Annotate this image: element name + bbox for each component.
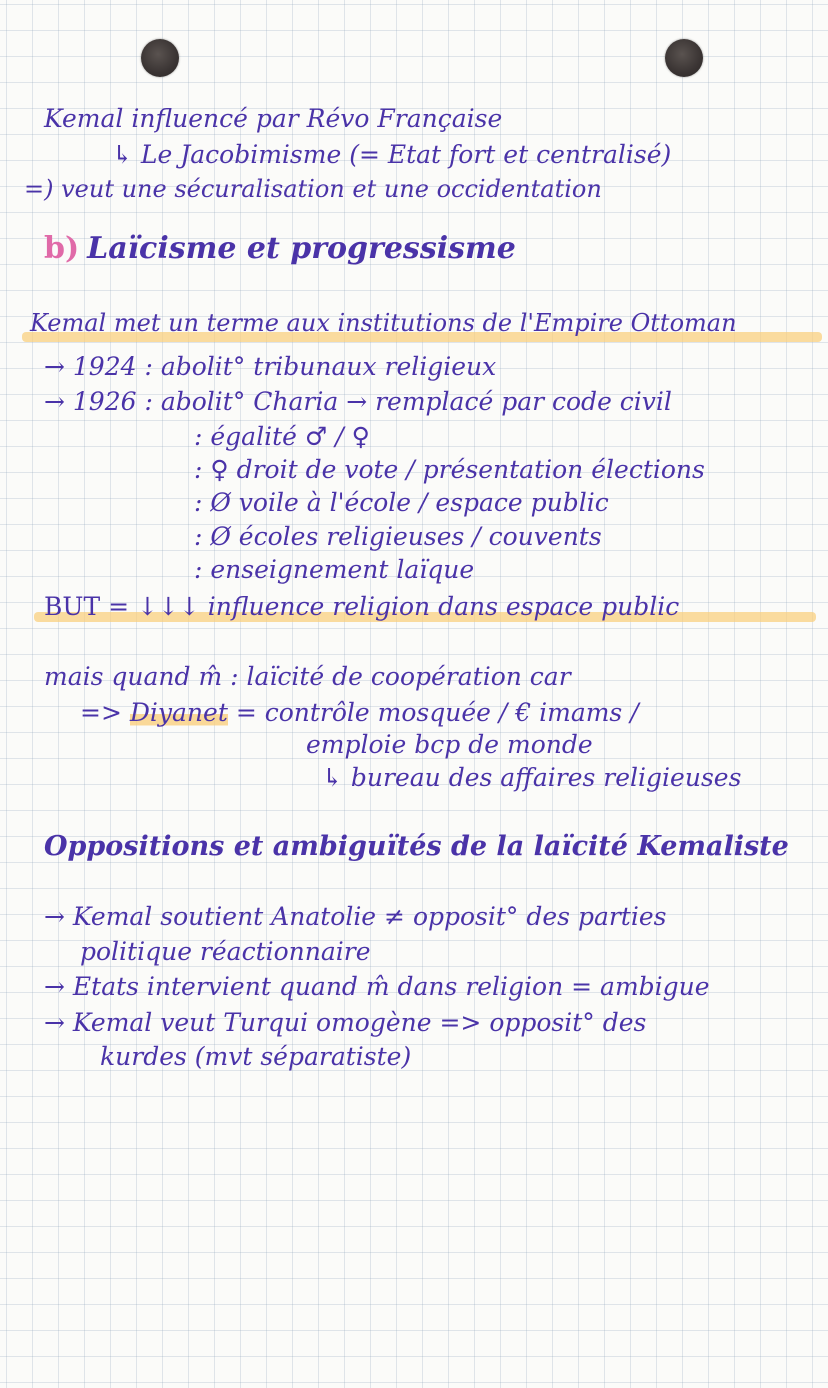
note-line-7: → 1926 : abolit° Charia → remplacé par code civil	[44, 387, 672, 416]
note-line-9: : ♀ droit de vote / présentation élections	[194, 455, 705, 484]
note-line-15	[80, 698, 639, 728]
note-line-11: : Ø écoles religieuses / couvents	[194, 522, 602, 551]
note-line-14: mais quand m̂ : laïcité de coopération car	[44, 662, 571, 691]
note-line-17: ↳ bureau des affaires religieuses	[322, 763, 742, 792]
note-line-19: → Kemal soutient Anatolie ≠ opposit° des parties	[44, 902, 667, 931]
note-line-22: → Kemal veut Turqui omogène => opposit° des	[44, 1008, 647, 1037]
note-line-2: ↳ Le Jacobimisme (= Etat fort et centralisé)	[112, 140, 672, 169]
note-line-23: kurdes (mvt séparatiste)	[100, 1042, 412, 1071]
note-line-1: Kemal influencé par Révo Française	[44, 104, 503, 133]
note-line-3: =) veut une sécuralisation et une occidentation	[24, 175, 602, 203]
punch-hole-left	[141, 39, 179, 77]
goal-line	[44, 592, 679, 622]
note-line-21: → Etats intervient quand m̂ dans religion = ambigue	[44, 972, 710, 1001]
section-b-title: Laïcisme et progressisme	[87, 231, 516, 266]
section-heading-oppositions: Oppositions et ambiguïtés de la laïcité Kemaliste	[44, 831, 789, 862]
note-line-5: Kemal met un terme aux institutions de l'Empire Ottoman	[30, 309, 737, 337]
note-line-8: : égalité ♂ / ♀	[194, 422, 370, 451]
note-line-20: politique réactionnaire	[80, 937, 371, 966]
diyanet-definition: = contrôle mosquée / € imams /	[235, 698, 639, 727]
goal-text: = ↓↓↓ influence religion dans espace public	[108, 592, 680, 621]
goal-label: BUT	[44, 592, 101, 621]
note-line-10: : Ø voile à l'école / espace public	[194, 488, 609, 517]
section-b-letter: b)	[44, 231, 80, 266]
punch-hole-right	[665, 39, 703, 77]
section-b-heading	[44, 231, 516, 266]
note-line-16: emploie bcp de monde	[306, 730, 593, 759]
arrow: =>	[80, 698, 122, 727]
note-line-12: : enseignement laïque	[194, 555, 475, 584]
diyanet-keyword: Diyanet	[129, 698, 228, 727]
note-line-6: → 1924 : abolit° tribunaux religieux	[44, 352, 497, 381]
